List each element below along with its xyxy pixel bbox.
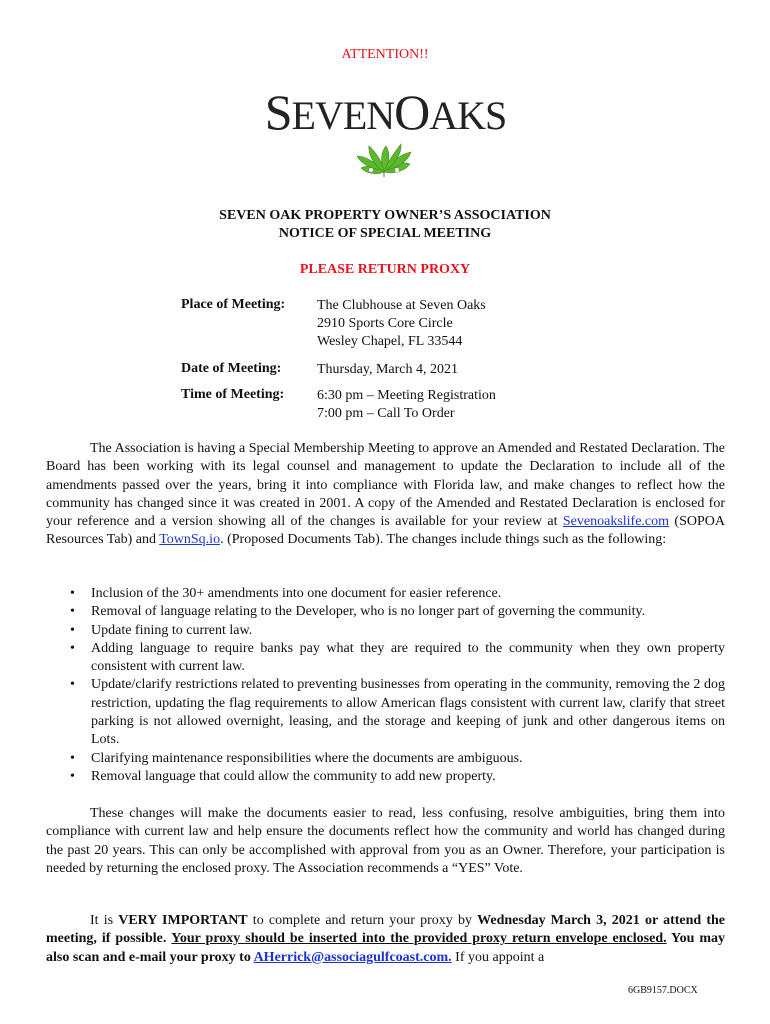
time-value [317, 387, 496, 423]
association-title: SEVEN OAK PROPERTY OWNER’S ASSOCIATION [219, 208, 551, 223]
document-code: 6GB9157.DOCX [628, 985, 698, 996]
list-item: • Removal of language relating to the Developer, who is no longer part of governing the community. [70, 604, 646, 620]
list-item: • Update fining to current law. [70, 622, 253, 638]
townsq-link[interactable]: TownSq.io [159, 532, 221, 548]
date-value: Thursday, March 4, 2021 [317, 362, 459, 377]
notice-title: NOTICE OF SPECIAL MEETING [278, 226, 492, 241]
place-line: Wesley Chapel, FL 33544 [317, 334, 463, 349]
place-line: 2910 Sports Core Circle [317, 316, 453, 331]
time-line: 7:00 pm – Call To Order [317, 406, 455, 421]
place-label: Place of Meeting: [181, 297, 286, 312]
sevenoakslife-link[interactable]: Sevenoakslife.com [562, 514, 670, 530]
time-label: Time of Meeting: [181, 387, 285, 402]
list-item: • Inclusion of the 30+ amendments into one document for easier reference. [70, 586, 502, 601]
place-value [317, 297, 486, 351]
date-label: Date of Meeting: [181, 361, 282, 376]
return-proxy-notice: PLEASE RETURN PROXY [299, 262, 471, 277]
list-item: • Removal language that could allow the community to add new property. [70, 768, 496, 784]
place-line: The Clubhouse at Seven Oaks [317, 298, 486, 313]
logo-wordmark: SEVENOAKS [264, 84, 507, 140]
intro-paragraph: The Association is having a Special Membership Meeting to approve an Amended and Restated Declaration. The Board has been working with its legal counsel and management to update the Declaration to include all of the amendments passed over the years, bring it into compliance with Florida law, and make changes to reflect how the community has changed since it was created in 2001. A copy of the Amended and Restated Declaration is enclosed for your reference and a version showing all of the changes is available for your review at Sevenoakslife.com (SOPOA Resources Tab) and TownSq.io. (Proposed Documents Tab). The changes include things such as the following: [46, 441, 725, 548]
changes-list [46, 585, 725, 786]
email-link[interactable]: AHerrick@associagulfcoast.com. [253, 949, 452, 965]
seven-oaks-logo [258, 84, 513, 180]
oak-leaves-icon [353, 132, 415, 178]
time-line: 6:30 pm – Meeting Registration [317, 388, 496, 403]
important-paragraph: It is VERY IMPORTANT to complete and return your proxy by Wednesday March 3, 2021 or attend the meeting, if possible. Your proxy should be inserted into the provided proxy return envelope enclosed. You may also scan and e-mail your proxy to AHerrick@associagulfcoast.com. If you appoint a [46, 913, 726, 965]
list-item: • Clarifying maintenance responsibilities where the documents are ambiguous. [70, 750, 523, 766]
changes-paragraph: These changes will make the documents easier to read, less confusing, resolve ambiguities, bring them into compliance with current law and help ensure the documents reflect how the community and world has changed during the past 20 years. This can only be accomplished with approval from you as an Owner. Therefore, your participation is needed by returning the enclosed proxy. The Association recommends a “YES” Vote. [46, 806, 725, 876]
list-item: • Adding language to require banks pay what they are required to the community when they own property consistent with current law. [70, 640, 725, 675]
attention-banner: ATTENTION!! [341, 47, 429, 62]
list-item: • Update/clarify restrictions related to preventing businesses from operating in the community, removing the 2 dog restriction, updating the flag requirements to allow American flags consistent with current law, clarify that street parking is not allowed overnight, leasing, and the storage and keeping of junk and other dangerous items on Lots. [70, 677, 725, 748]
